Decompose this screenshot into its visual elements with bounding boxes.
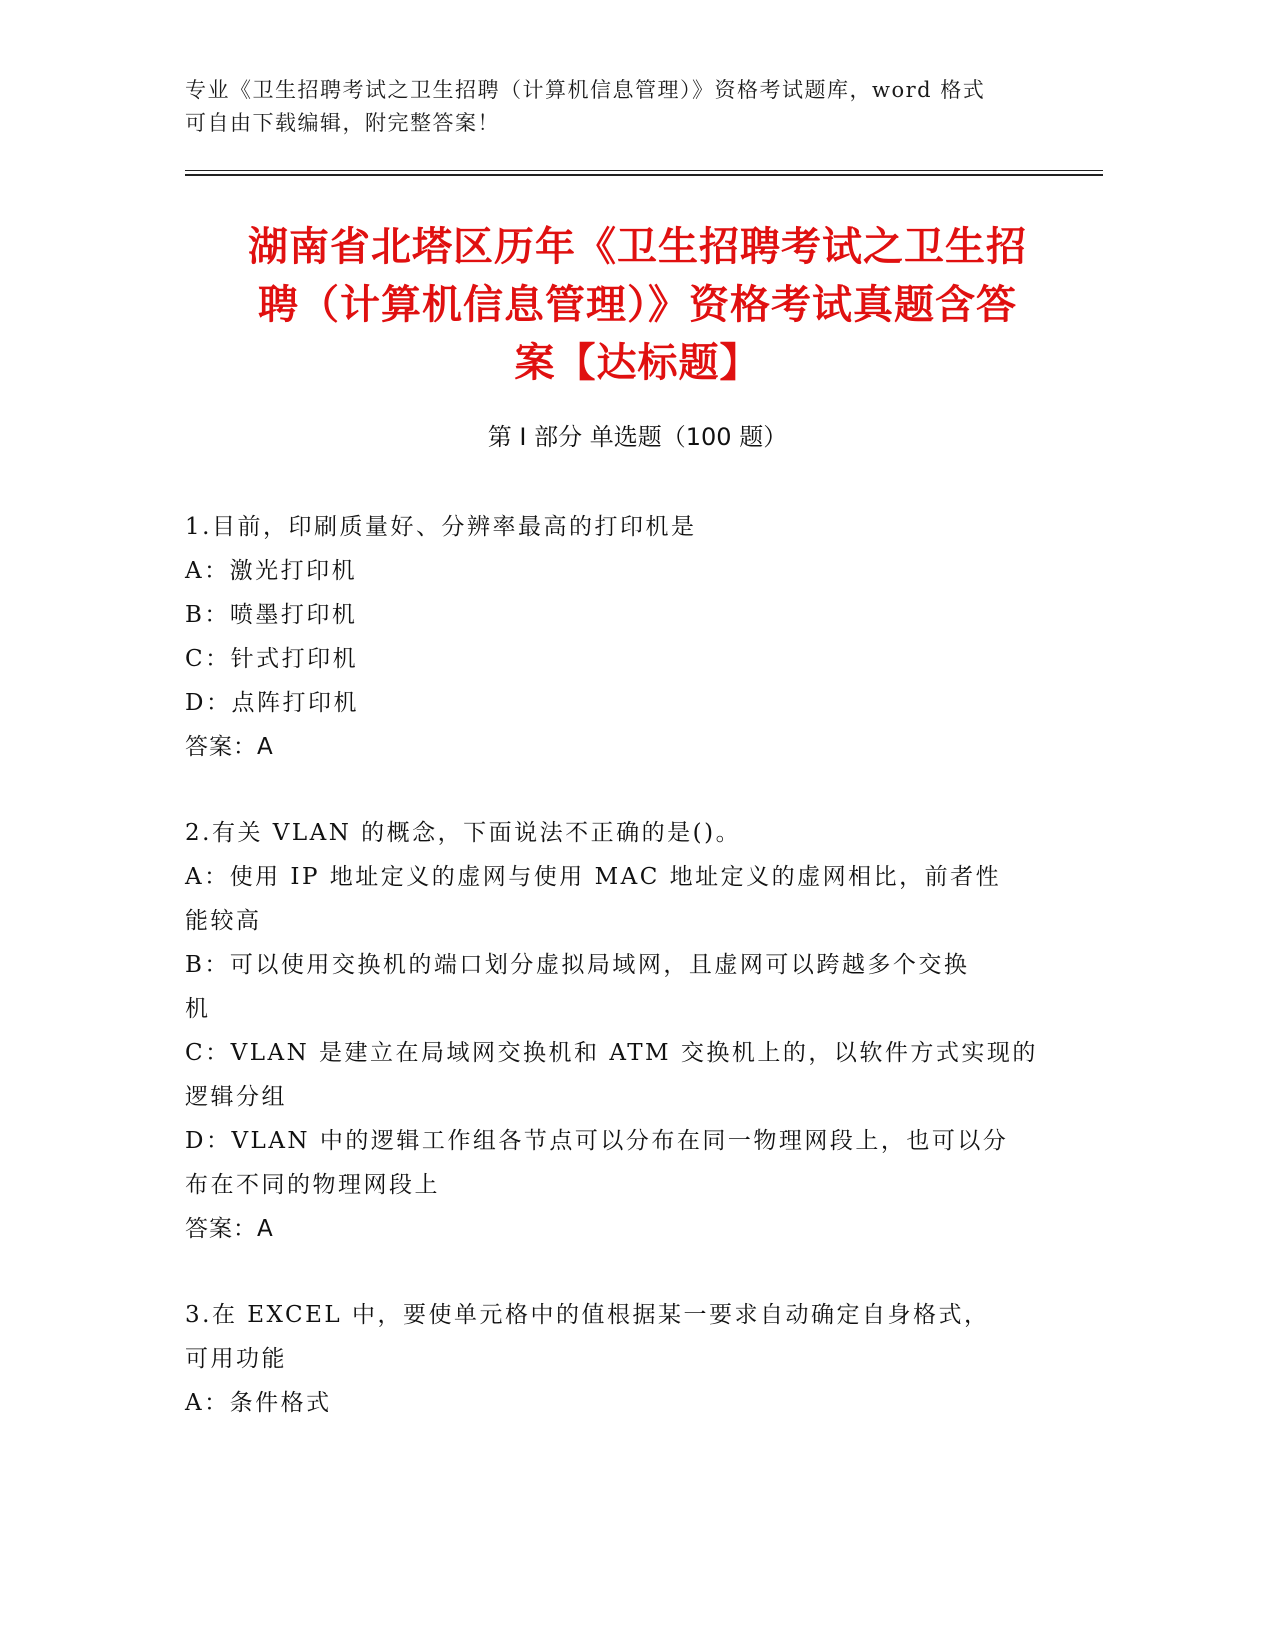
option-b: B：喷墨打印机 bbox=[185, 602, 358, 628]
option-c-continued: 逻辑分组 bbox=[185, 1084, 287, 1110]
option-a: A：使用 IP 地址定义的虚网与使用 MAC 地址定义的虚网相比，前者性 bbox=[185, 864, 1002, 890]
option-a-continued: 能较高 bbox=[185, 908, 262, 934]
header-divider-thin bbox=[185, 170, 1103, 171]
document-title-line-1: 湖南省北塔区历年《卫生招聘考试之卫生招 bbox=[248, 224, 1027, 270]
document-title-line-2: 聘（计算机信息管理）》资格考试真题含答 bbox=[258, 282, 1017, 328]
question-spacer bbox=[185, 1251, 1085, 1293]
header-note-line-2: 可自由下载编辑，附完整答案！ bbox=[185, 111, 500, 135]
option-d-continued: 布在不同的物理网段上 bbox=[185, 1172, 440, 1198]
option-b: B：可以使用交换机的端口划分虚拟局域网，且虚网可以跨越多个交换 bbox=[185, 952, 970, 978]
option-a: A：激光打印机 bbox=[185, 558, 358, 584]
option-c: C：VLAN 是建立在局域网交换机和 ATM 交换机上的，以软件方式实现的 bbox=[185, 1040, 1038, 1066]
question-stem: 3.在 EXCEL 中，要使单元格中的值根据某一要求自动确定自身格式， bbox=[185, 1302, 990, 1328]
header-note bbox=[185, 74, 1085, 140]
document-title bbox=[185, 218, 1090, 392]
question-stem-continued: 可用功能 bbox=[185, 1346, 287, 1372]
option-d: D：点阵打印机 bbox=[185, 690, 359, 716]
option-b-continued: 机 bbox=[185, 996, 211, 1022]
question-3 bbox=[185, 1293, 1085, 1425]
question-stem: 1.目前，印刷质量好、分辨率最高的打印机是 bbox=[185, 514, 697, 540]
question-spacer bbox=[185, 769, 1085, 811]
question-stem: 2.有关 VLAN 的概念，下面说法不正确的是()。 bbox=[185, 820, 742, 846]
document-title-line-3: 案【达标题】 bbox=[514, 340, 761, 386]
answer-line: 答案：A bbox=[185, 1216, 274, 1242]
question-list bbox=[185, 505, 1085, 1425]
option-a: A：条件格式 bbox=[185, 1390, 332, 1416]
question-2 bbox=[185, 811, 1085, 1251]
option-d: D：VLAN 中的逻辑工作组各节点可以分布在同一物理网段上，也可以分 bbox=[185, 1128, 1009, 1154]
option-c: C：针式打印机 bbox=[185, 646, 359, 672]
question-1 bbox=[185, 505, 1085, 769]
section-heading: 第 I 部分 单选题（100 题） bbox=[487, 423, 788, 451]
header-divider-thick bbox=[185, 174, 1103, 176]
header-note-line-1: 专业《卫生招聘考试之卫生招聘（计算机信息管理）》资格考试题库，word 格式 bbox=[185, 78, 986, 102]
answer-line: 答案：A bbox=[185, 734, 274, 760]
